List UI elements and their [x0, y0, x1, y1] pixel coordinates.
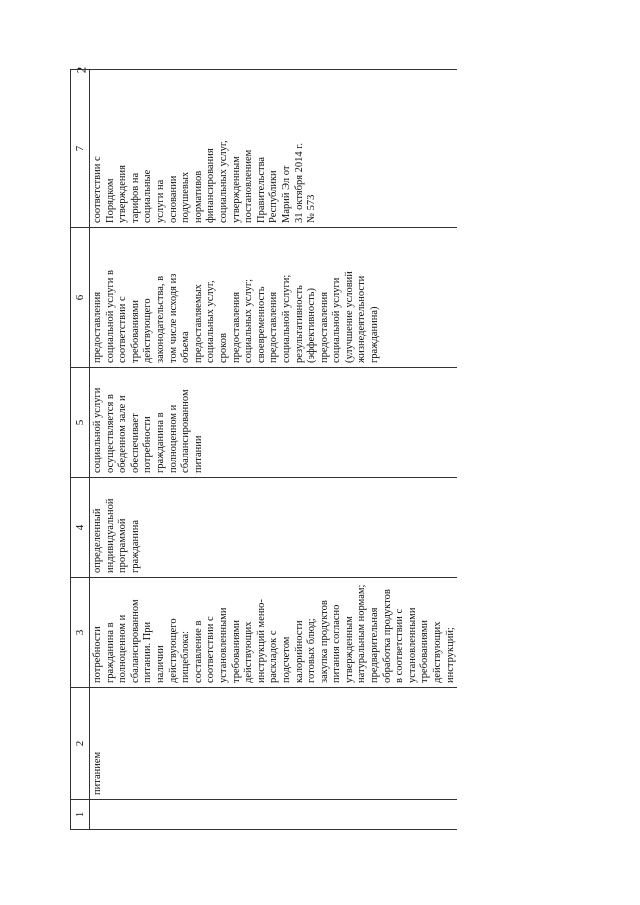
column-header-1: 1: [71, 800, 90, 830]
table-row: [90, 70, 458, 830]
cell-text: предоставления социальной услуги в соответствии с требованиями действующего законодательства, в том числе исходя из объема предоставляемых социальных услуг, сроков предоставления социальных услуг; своевременность предоставления социальной услуги; результативность (эффективность) предоставления социальной услуги (улучшение условий жизнедеятельности гражданина): [92, 270, 381, 363]
rotated-table-container: [70, 70, 570, 830]
cell-text: социальной услуги осуществляется в обеденном зале и обеспечивает потребности гражданина в полноценном и сбалансированном питании: [92, 387, 204, 473]
column-header-4: 4: [71, 478, 90, 578]
cell-col-6: [90, 228, 458, 368]
column-header-3: 3: [71, 578, 90, 688]
cell-col-1: [90, 800, 458, 830]
cell-col-3: [90, 578, 458, 688]
cell-col-4: [90, 478, 458, 578]
cell-text: питанием: [92, 751, 103, 795]
column-header-7: 7: [71, 70, 90, 228]
column-header-6: 6: [71, 228, 90, 368]
cell-col-5: [90, 368, 458, 478]
header-row: [71, 70, 90, 830]
cell-col-2: [90, 688, 458, 800]
column-header-5: 5: [71, 368, 90, 478]
services-table: [70, 66, 457, 830]
cell-text: потребности гражданина в полноценном и сбалансированном питании. При наличии действующего пищеблока: составление в соответствии с установленными требованиями действующих инструкций меню- раскладок с подсчетом калорийности готовых блюд; закупка продуктов питания согласно утвержденным натуральным нормам; предварительная обработка продуктов в соответствии с установленными требованиями действующих инструкций;: [92, 584, 456, 683]
cell-col-7: [90, 70, 458, 228]
cell-text: определенный индивидуальной программой гражданина: [92, 498, 141, 573]
cell-text: соответствии с Порядком утверждения тарифов на социальные услуги на основании подушевых нормативов финансирования социальных услуг, утвержденным постановлением Правительства Республики Марий Эл от 31 октября 2014 г. № 573: [92, 140, 318, 223]
page-number: 2: [73, 66, 89, 74]
column-header-2: 2: [71, 688, 90, 800]
